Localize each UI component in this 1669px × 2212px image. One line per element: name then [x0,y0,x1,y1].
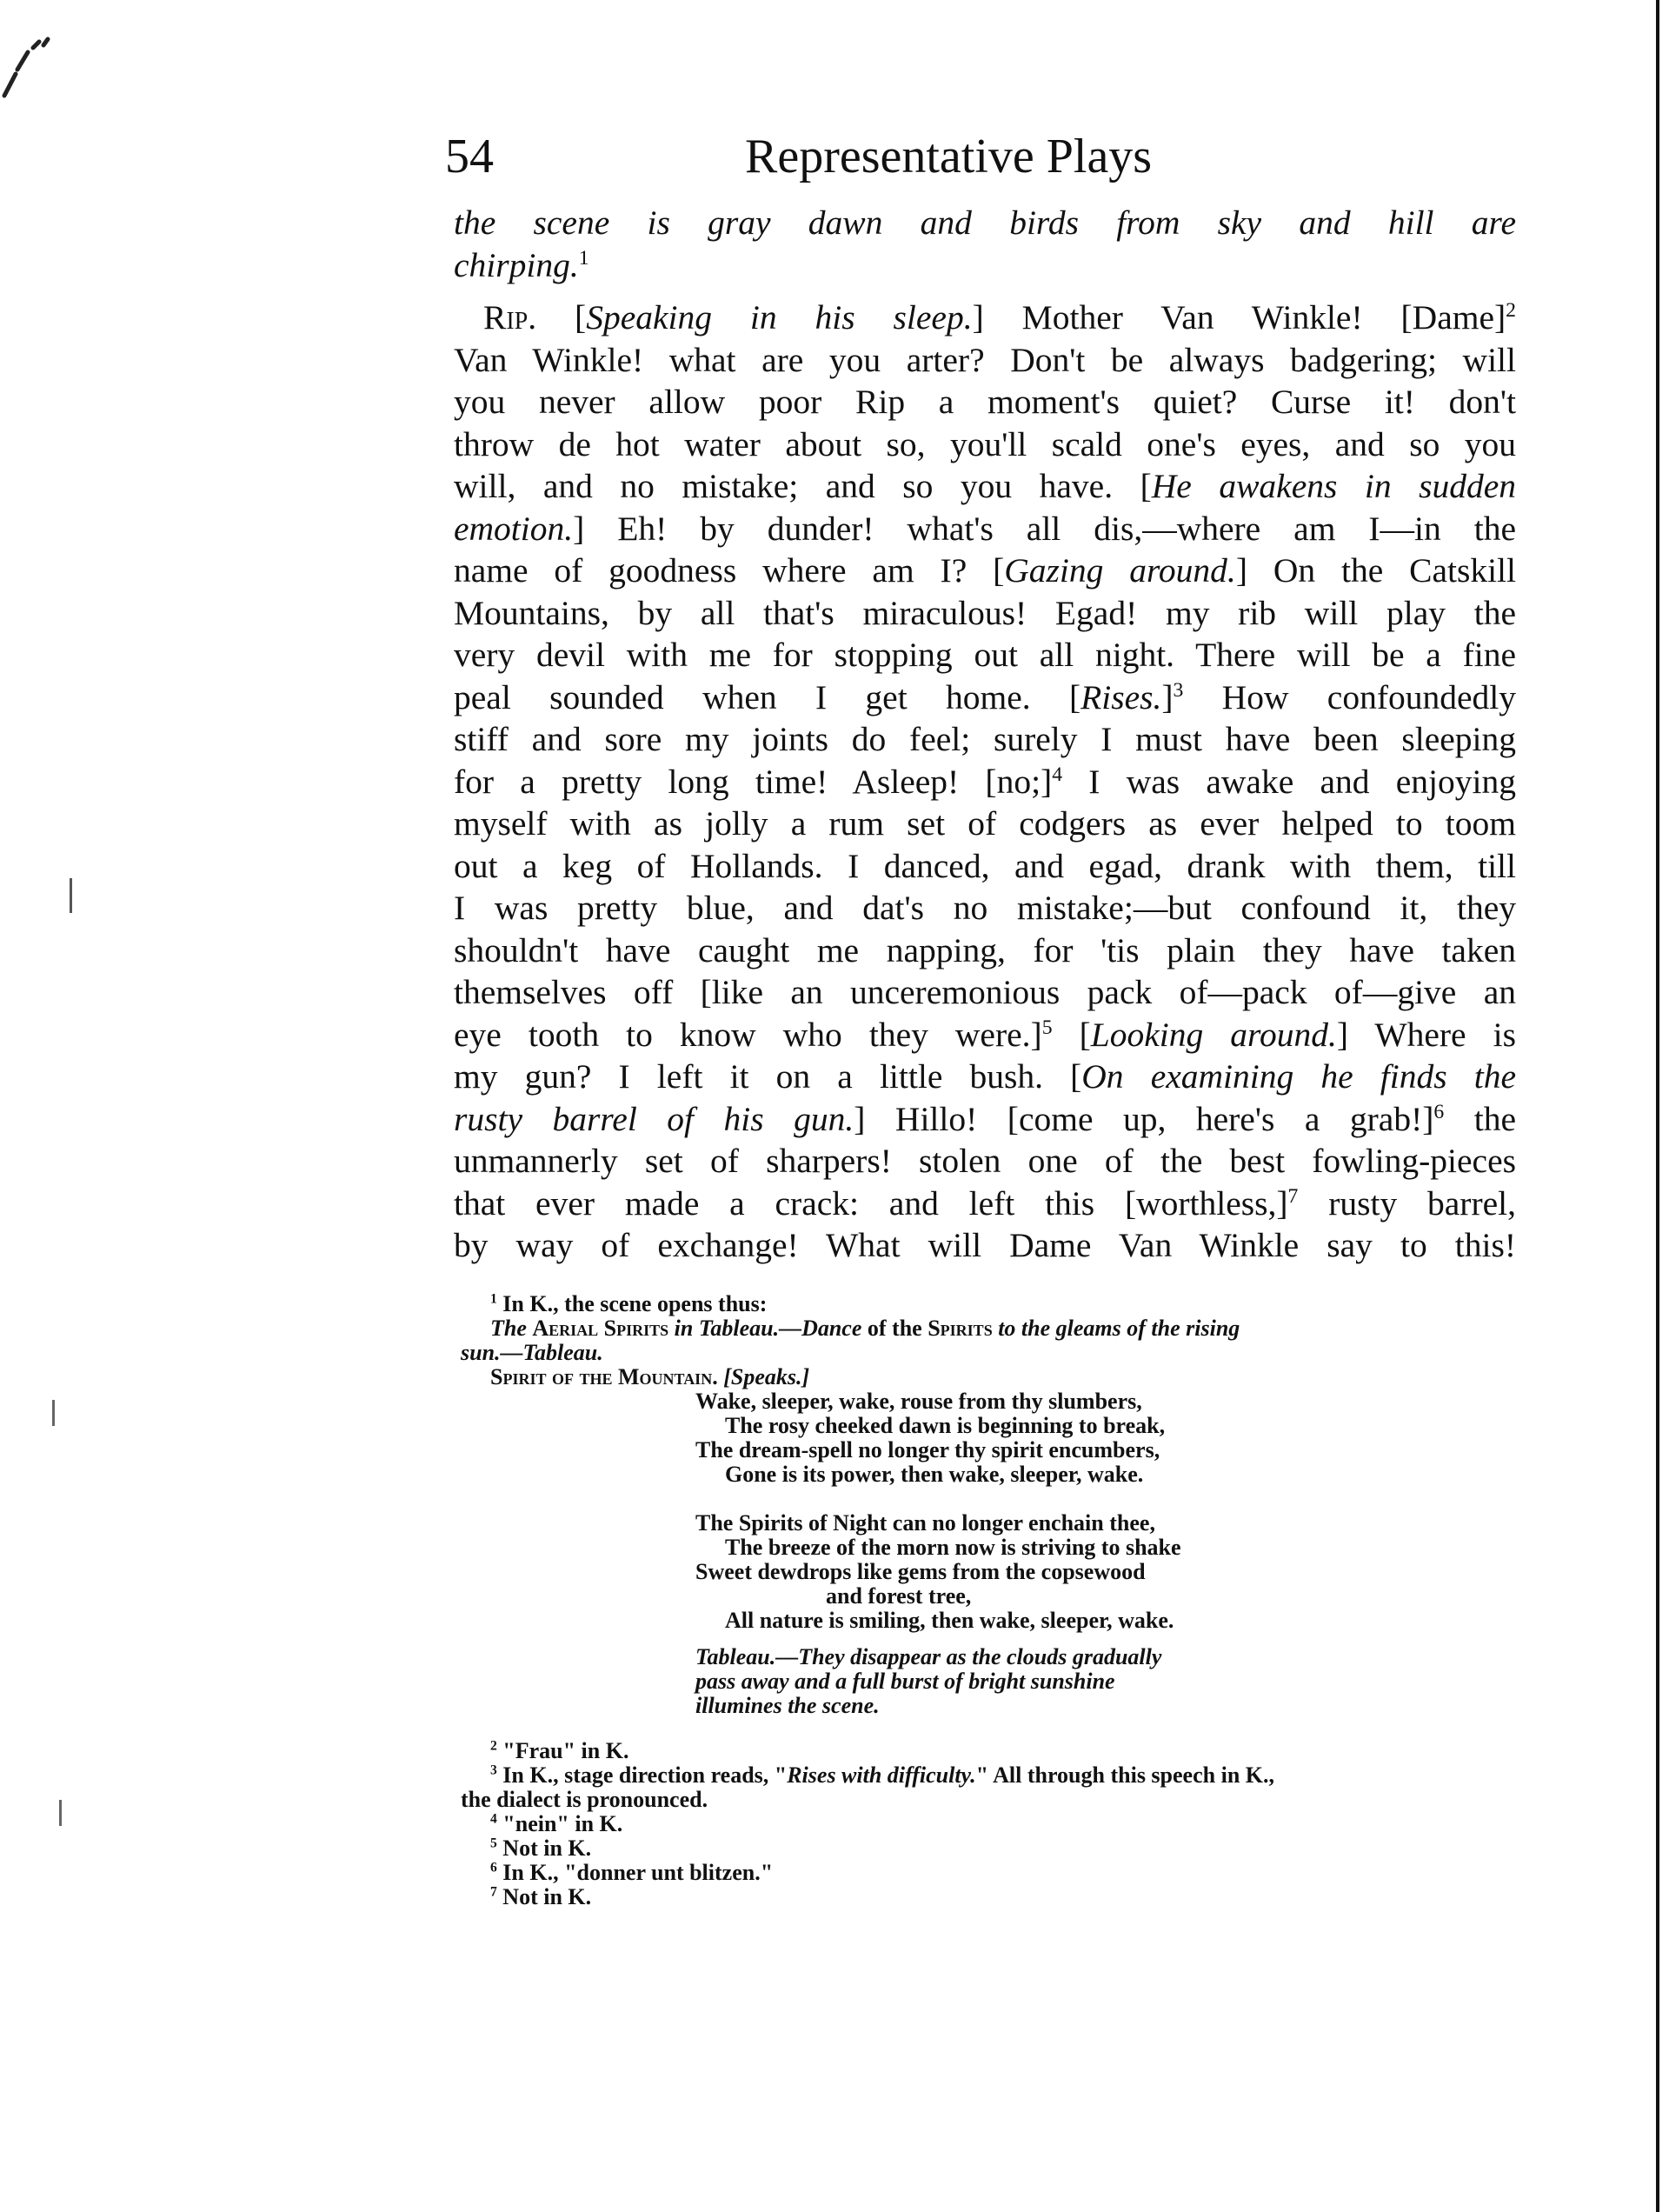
speech-text: will, and no mistake; and so you have. [ [454,467,1152,505]
stage-direction-text: He awakens in sudden [1151,467,1517,505]
stage-direction-text: the scene is gray dawn and birds from sky and hill are [454,203,1516,242]
speech-text: Van Winkle! what are you arter? Don't be always badgering; will [454,340,1516,379]
stage-direction-text: Gazing around. [1004,551,1236,590]
footnote-number: 2 [490,1738,497,1754]
footnote-text: of the [861,1316,928,1341]
verse-line: and forest tree, [826,1583,972,1609]
verse-block [695,1389,1517,1718]
speech-text: ] On the Catskill [1235,551,1517,590]
speech-text: [ [575,298,587,336]
verse-line: The Spirits of Night can no longer enchain thee, [695,1510,1155,1536]
speech-line [454,845,1516,888]
speaker-name: Spirit of the Mountain. [490,1364,718,1389]
speech-text: my gun? I left it on a little bush. [ [454,1057,1082,1096]
footnote-text: Rises with difficulty. [787,1762,976,1788]
footnote-ref: 1 [578,246,589,270]
scan-tick-mark [52,1400,55,1426]
footnote-number: 4 [490,1811,497,1827]
speech-text: the [1444,1099,1516,1138]
footnote-ref: 6 [1433,1100,1445,1123]
speech-text: peal sounded when I get home. [ [454,677,1081,716]
footnote-ref: 5 [1041,1016,1053,1039]
footnote-text: "nein" in K. [502,1811,623,1836]
speaker-name: Rip. [483,298,537,336]
stage-direction-text: pass away and a full burst of bright sunshine [695,1669,1115,1694]
speech-line [454,465,1516,508]
speech-line [454,381,1516,423]
stage-direction-text: Rises. [1081,677,1162,716]
speech-line [454,339,1516,382]
speech-line [454,1056,1516,1098]
speech-text: for a pretty long time! Asleep! [no;] [454,762,1053,801]
footnote-text: to the gleams of the rising [992,1316,1240,1341]
footnote-number: 5 [490,1836,497,1851]
speech-line [454,887,1516,929]
body-text [454,202,1516,1267]
stage-direction-text: rusty barrel of his gun. [454,1099,854,1138]
speech-text: How confoundedly [1183,677,1516,716]
speech-line [454,550,1516,592]
scan-tick-mark [70,878,72,913]
speech-text: stiff and sore my joints do feel; surely I must have been sleeping [454,720,1516,758]
footnote-ref: 2 [1506,298,1516,322]
footnote-3-cont [461,1788,1517,1812]
speech-line [454,676,1516,719]
stage-direction-text: emotion. [454,509,574,548]
speech-text: by way of exchange! What will Dame Van Winkle say to this! [454,1226,1516,1264]
verse-line: Sweet dewdrops like gems from the copsewood [695,1559,1146,1584]
speech-text: ] [1161,677,1174,716]
speech-text: themselves off [like an unceremonious pack of—pack of—give an [454,973,1516,1011]
page-edge-line [1656,0,1659,2212]
speech-line [454,423,1516,466]
speech-text: Mountains, by all that's miraculous! Egad! my rib will play the [454,593,1516,632]
stage-direction-text: illumines the scene. [695,1693,880,1718]
footnote-5 [461,1836,1517,1861]
footnote-ref: 7 [1287,1184,1299,1208]
speech-line [454,592,1516,635]
speech-line [454,296,1516,339]
footnote-text: Spirits [928,1316,993,1341]
speech-text: unmannerly set of sharpers! stolen one of the best fowling-pieces [454,1142,1516,1180]
footnote-text: the dialect is pronounced. [461,1787,708,1812]
stage-direction-text: Speaking in his sleep. [586,298,973,336]
footnote-6 [461,1861,1517,1885]
running-title: Representative Plays [745,130,1153,183]
speech-line [454,971,1516,1014]
verse-line: Wake, sleeper, wake, rouse from thy slumbers, [695,1389,1142,1414]
footnote-text: The [490,1316,533,1341]
speech-line [454,803,1516,845]
speech-line [454,1014,1516,1056]
footnote-ref: 4 [1052,763,1063,786]
stage-direction-text: chirping. [454,245,579,284]
verse-direction [695,1694,1517,1718]
stage-direction-text: Tableau.—They disappear as the clouds gradually [695,1644,1162,1669]
footnote-text: In K., the scene opens thus: [502,1291,768,1316]
speech-text: that ever made a crack: and left this [worthless,] [454,1183,1288,1223]
speech-line [454,508,1516,550]
footnote-text: In K., stage direction reads, " [502,1762,788,1788]
footnote-2 [461,1739,1517,1763]
footnote-text: "Frau" in K. [502,1738,629,1763]
speech-line [454,1140,1516,1183]
footnote-text: Aerial Spirits [532,1316,669,1341]
footnote-4 [461,1812,1517,1836]
stage-direction-line [454,202,1516,244]
footnote-text: in Tableau.—Dance [668,1316,862,1341]
footnote-3 [461,1763,1517,1788]
speech-text: out a keg of Hollands. I danced, and egad, drank with them, till [454,846,1516,885]
footnote-1-speaker [461,1365,1517,1389]
footnote-1 [461,1292,1517,1316]
speech-text: throw de hot water about so, you'll scald one's eyes, and so you [454,424,1516,463]
speech-line [454,1098,1516,1141]
verse-line: The dream-spell no longer thy spirit encumbers, [695,1437,1160,1462]
verse-direction [695,1669,1517,1694]
footnote-text: In K., "donner unt blitzen." [502,1860,774,1885]
speech-text: [ [1052,1015,1091,1054]
speech-text: very devil with me for stopping out all night. There will be a fine [454,636,1516,674]
footnote-7 [461,1885,1517,1909]
speech-text: ] Where is [1336,1015,1516,1054]
speech-text: ] Mother Van Winkle! [Dame] [972,298,1506,336]
stage-direction-text: Looking around. [1090,1015,1337,1054]
footnotes [461,1292,1517,1909]
stage-direction-text: On examining he finds the [1081,1057,1516,1096]
speech-line [454,718,1516,761]
footnote-number: 1 [490,1291,497,1307]
speech-text: I was awake and enjoying [1062,762,1517,801]
footnote-ref: 3 [1173,678,1184,702]
footnote-text: Not in K. [502,1884,592,1909]
verse-line: The rosy cheeked dawn is beginning to break, [725,1413,1166,1438]
stage-direction-line [454,244,1516,287]
speech-text: eye tooth to know who they were.] [454,1015,1042,1054]
footnote-text: Not in K. [502,1836,592,1861]
speech-line [454,1224,1516,1267]
speech-text: you never allow poor Rip a moment's quiet? Curse it! don't [454,383,1516,421]
speech-line [454,929,1516,972]
footnote-number: 6 [490,1860,497,1876]
speech-line [454,761,1516,803]
scan-tick-mark [59,1800,62,1826]
speech-text: myself with as jolly a rum set of codgers as ever helped to toom [454,804,1516,843]
speech-text: name of goodness where am I? [ [454,551,1005,590]
footnote-text: " All through this speech in K., [975,1762,1274,1788]
page-header [445,129,1514,198]
speech-text: ] Hillo! [come up, here's a grab!] [854,1099,1434,1138]
speech-text: ] Eh! by dunder! what's all dis,—where am I—in the [573,509,1516,548]
footnote-number: 7 [490,1884,497,1900]
footnote-1-tableau [461,1341,1517,1365]
footnote-text: sun.—Tableau. [461,1340,603,1365]
speech-line [454,1183,1516,1225]
speech-text: shouldn't have caught me napping, for 'tis plain they have taken [454,930,1516,969]
speech-text: rusty barrel, [1298,1183,1516,1223]
footnote-number: 3 [490,1762,497,1778]
verse-line: Gone is its power, then wake, sleeper, wake. [725,1462,1144,1487]
verse-line: The breeze of the morn now is striving to shake [725,1535,1181,1560]
stage-direction-text: [Speaks.] [723,1364,810,1389]
verse-direction [695,1645,1517,1669]
speech-text: I was pretty blue, and dat's no mistake;—but confound it, they [454,889,1516,927]
verse-line: All nature is smiling, then wake, sleeper, wake. [725,1608,1174,1633]
page-number: 54 [445,130,494,183]
footnote-1-tableau [461,1316,1517,1341]
scan-squiggle-mark [0,35,61,104]
speech-line [454,634,1516,676]
